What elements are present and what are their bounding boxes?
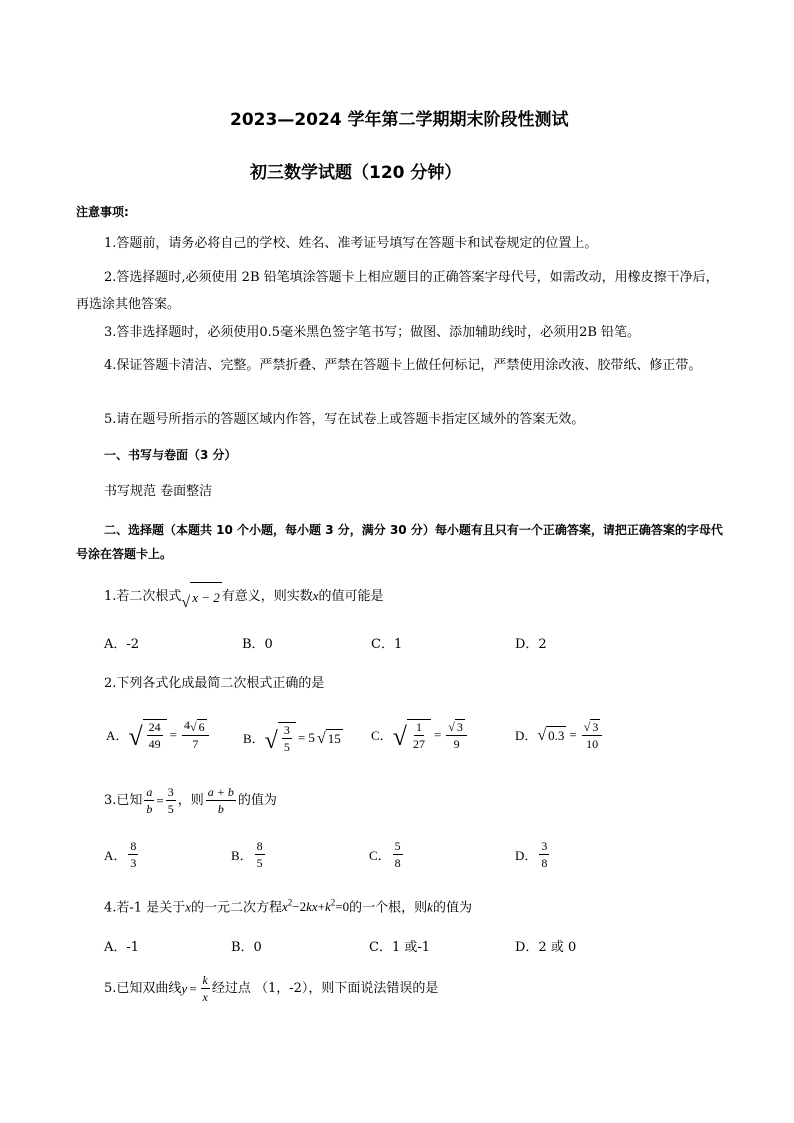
q2-option-c: C． √ $\frac{1}{27}$ = √ 3 9 (371, 719, 469, 750)
q4-option-c: C．1 或-1 (369, 940, 431, 955)
q3-option-c: C． $\frac{5}{8}$ (369, 839, 401, 870)
note-item: 2.答选择题时,必须使用 2B 铅笔填涂答题卡上相应题目的正确答案字母代号，如需改动，用橡皮擦干净后，再选涂其他答案。 (76, 270, 719, 312)
question-3-stem: 3.已知 $\frac{a}{b}$ = $\frac{3}{5}$ ，则 $\frac{a + b}{b}$ 的值为 (104, 785, 277, 816)
q1-option-d: D．2 (515, 637, 547, 652)
q1-option-a: A．-2 (104, 637, 140, 652)
q4-option-a: A．-1 (104, 940, 140, 955)
q1-option-b: B．0 (242, 637, 273, 652)
section1-heading: 一、书写与卷面（3 分） (104, 448, 237, 462)
q3-option-b: B． $\frac{8}{5}$ (231, 839, 263, 870)
q4-option-b: B．0 (231, 940, 262, 955)
q2-option-d: D． √ 0.3 = √ 3 10 (515, 719, 604, 750)
section1-body: 书写规范 卷面整洁 (104, 484, 213, 499)
notes-heading: 注意事项: (76, 205, 129, 219)
question-5-stem: 5.已知双曲线 y = $\frac{k}{x}$ 经过点 （1，-2），则下面说法错误的是 (104, 973, 439, 1004)
exam-title: 2023—2024 学年第二学期期末阶段性测试 (230, 110, 569, 130)
quadratic-equation: $x^2-2kx+k^2=0$ (282, 898, 350, 915)
sqrt-expression: √ x − 2 (181, 582, 221, 611)
note-item: 3.答非选择题时，必须使用0.5毫米黑色签字笔书写；做图、添加辅助线时，必须用2B 铅笔。 (104, 325, 641, 340)
note-item: 1.答题前，请务必将自己的学校、姓名、准考证号填写在答题卡和试卷规定的位置上。 (104, 236, 598, 251)
q3-option-a: A． $\frac{8}{3}$ (104, 839, 137, 870)
q3-option-d: D． $\frac{3}{8}$ (515, 839, 548, 870)
note-item: 4.保证答题卡清洁、完整。严禁折叠、严禁在答题卡上做任何标记，严禁使用涂改液、胶带纸、修正带。 (104, 358, 702, 373)
q4-option-d: D．2 或 0 (515, 940, 577, 955)
section2-heading: 二、选择题（本题共 10 个小题，每小题 3 分，满分 30 分）每小题有且只有一个正确答案，请把正确答案的字母代号涂在答题卡上。 (76, 523, 723, 561)
q1-option-c: C．1 (371, 637, 403, 652)
question-4-stem: 4.若-1 是关于x的一元二次方程$x^2-2kx+k^2=0$的一个根，则k的值为 (104, 898, 472, 916)
question-1-stem: 1.若二次根式 √ x − 2 有意义，则实数x的值可能是 (104, 582, 384, 611)
exam-subtitle: 初三数学试题（120 分钟） (250, 163, 462, 183)
question-2-stem: 2.下列各式化成最简二次根式正确的是 (104, 676, 325, 691)
q2-option-a: A． √ $\frac{24}{49}$ = 4 √ 6 7 (106, 719, 211, 750)
q2-option-b: B． √ $\frac{3}{5}$ = 5 √ 15 (243, 723, 341, 754)
note-item: 5.请在题号所指示的答题区域内作答，写在试卷上或答题卡指定区域外的答案无效。 (104, 412, 585, 427)
